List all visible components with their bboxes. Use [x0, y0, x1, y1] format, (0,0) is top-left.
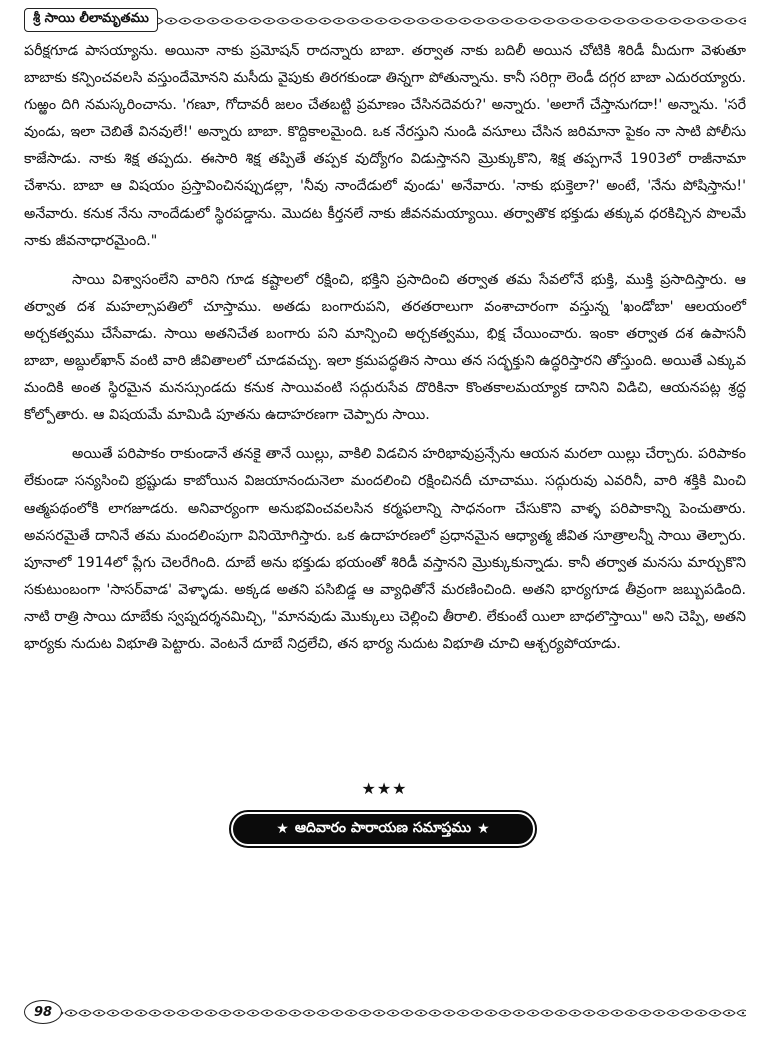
page-number: 98: [24, 1000, 62, 1024]
star-icon: ★: [477, 821, 490, 837]
star-icon: ★: [276, 821, 289, 837]
paragraph-1: పరీక్షగూడ పాసయ్యాను. అయినా నాకు ప్రమోషన్ రాదన్నారు బాబా. తర్వాత నాకు బదిలీ అయిన చోటికి శిరిడీ మీదుగా వెళుతూ బాబాకు కన్పించవలసి వస్తుందేమోనని మసీదు వైపుకు తిరగకుండా తిన్నగా పోతున్నాను. కానీ సరిగ్గా లెండీ దగ్గర బాబా ఎదురయ్యారు. గుఱ్ఱం దిగి నమస్కరించాను. 'గణూ, గోదావరీ జలం చేతబట్టి ప్రమాణం చేసినదెవరు?' అన్నారు. 'అలాగే చేస్తానుగదా!' అన్నాను. 'సరే వుండు, ఇలా చెబితే వినవులే!' అన్నారు బాబా. కొద్దికాలమైంది. ఒక నేరస్తుని నుండి వసూలు చేసిన జరిమానా పైకం నా సాటి పోలీసు కాజేసాడు. నాకు శిక్ష తప్పదు. ఈసారి శిక్ష తప్పితే తప్పక వుద్యోగం విడుస్తానని మ్రొక్కుకొని, శిక్ష తప్పగానే 1903లో రాజీనామా చేశాను. బాబా ఆ విషయం ప్రస్తావించినప్పుడల్లా, 'నీవు నాందేడులో వుండు' అనేవారు. 'నాకు భుక్తెలా?' అంటే, 'నేను పోషిస్తాను!' అనేవారు. కనుక నేను నాందేడులో స్థిరపడ్డాను. మొదట కీర్తనలే నాకు జీవనమయ్యాయి. తర్వాతొక భక్తుడు తక్కువ ధరకిచ్చిన పొలమే నాకు జీవనాధారమైంది.": [24, 43, 746, 249]
page-body: [24, 38, 746, 670]
footer-ornament-rule: [50, 1008, 746, 1018]
chapter-end-banner: [231, 812, 535, 846]
section-divider-stars: ★★★: [361, 779, 408, 798]
paragraph-3: అయితే పరిపాకం రాకుండానే తనకై తానే యిల్లు, వాకిలి విడచిన హరిభావుప్రన్సేను ఆయన మరలా యిల్లు చేర్చారు. పరిపాకం లేకుండా సన్యసించి భ్రష్టుడు కాబోయిన విజయానందునెలా మందలించి రక్షించినదీ చూచాము. సద్గురువు ఎవరినీ, వారి శక్తికి మించి ఆత్మపథంలోకి లాగజూడరు. అనివార్యంగా అనుభవించవలసిన కర్మఫలాన్ని సాధనంగా చేసుకొని వాళ్ళ పరిపాకాన్ని పెంచుతారు. అవసరమైతే దానినే తమ మందలింపుగా వినియోగిస్తారు. ఒక ఉదాహరణలో ప్రధానమైన ఆధ్యాత్మ జీవిత సూత్రాలన్నీ సాయి తెల్పారు. పూనాలో 1914లో ప్లేగు చెలరేగింది. దూబే అను భక్తుడు భయంతో శిరిడీ వస్తానని మ్రొక్కుకున్నాడు. కానీ తర్వాత మనసు మార్చుకొని సకుటుంబంగా 'సాసర్‌వాడ' వెళ్ళాడు. అక్కడ అతని పసిబిడ్డ ఆ వ్యాధితోనే మరణించింది. అతని భార్యగూడ తీవ్రంగా జబ్బుపడింది. నాటి రాత్రి సాయి దూబేకు స్వప్నదర్శనమిచ్చి, "మానవుడు మొక్కులు చెల్లించి తీరాలి. లేకుంటే యిలా బాధలొస్తాయి" అని చెప్పి, అతని భార్యకు నుదుట విభూతి పెట్టారు. వెంటనే దూబే నిద్రలేచి, తన భార్య నుదుట విభూతి చూచి ఆశ్చర్యపోయాడు.: [24, 446, 746, 652]
chapter-end-banner-text: ఆదివారం పారాయణ సమాప్తము: [294, 819, 472, 836]
paragraph-2: సాయి విశ్వాసంలేని వారిని గూడ కష్టాలలో రక్షించి, భక్తిని ప్రసాదించి తర్వాత తమ సేవలోనే భుక్తి, ముక్తి ప్రసాదిస్తారు. ఆ తర్వాత దశ మహల్సాపతిలో చూస్తాము. అతడు బంగారుపని, తరతరాలుగా వంశాచారంగా వస్తున్న 'ఖండోబా' ఆలయంలో అర్చకత్వము చేసేవాడు. సాయి అతనిచేత బంగారు పని మాన్పించి అర్చకత్వము, భిక్ష చేయించారు. ఇంకా తర్వాత దశ ఉపాసనీ బాబా, అబ్దుల్‌ఖాన్ వంటి వారి జీవితాలలో చూడవచ్చు. ఇలా క్రమపద్ధతిన సాయి తన సద్భక్తుని ఉద్ధరిస్తారని తోస్తుంది. అయితే ఎక్కువ మందికి అంత స్థిరమైన మనస్సుండదు కనుక సాయివంటి సద్గురుసేవ దొరికినా కొంతకాలమయ్యాక దానిని విడిచి, ఆయనపట్ల శ్రద్ధ కోల్పోతారు. ఆ విషయమే మామిడి పూతను ఉదాహరణగా చెప్పారు సాయి.: [24, 271, 746, 424]
running-header-title: శ్రీ సాయి లీలామృతము: [24, 8, 158, 32]
